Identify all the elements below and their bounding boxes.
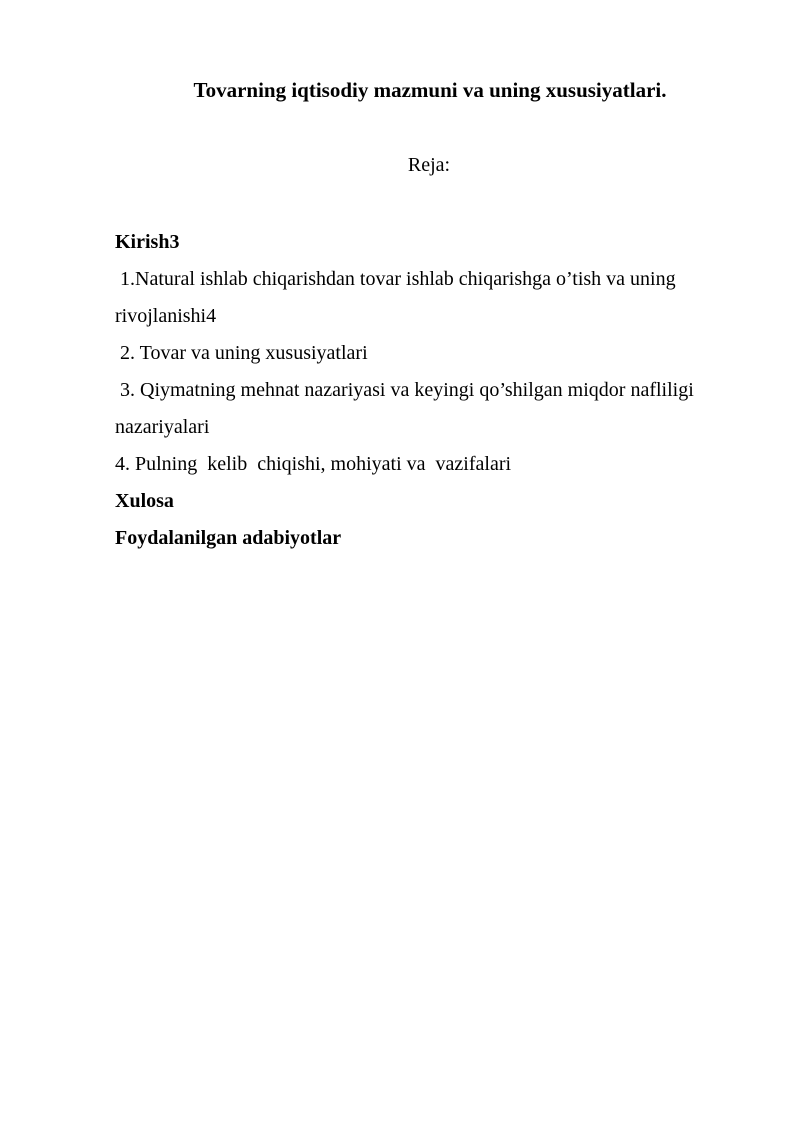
toc-item-section-3: 3. Qiymatning mehnat nazariyasi va keyingi qo’shilgan miqdor nafliligi nazariyalari bbox=[115, 379, 699, 438]
toc-item-section-1: 1.Natural ishlab chiqarishdan tovar ishlab chiqarishga o’tish va uning rivojlanishi4 bbox=[115, 268, 681, 327]
toc-item-conclusion: Xulosa bbox=[115, 490, 174, 512]
table-of-contents bbox=[115, 224, 745, 557]
toc-item-references: Foydalanilgan adabiyotlar bbox=[115, 527, 342, 549]
toc-item-introduction: Kirish3 bbox=[115, 231, 180, 253]
plan-heading: Reja: bbox=[407, 154, 451, 176]
document-title: Tovarning iqtisodiy mazmuni va uning xususiyatlari. bbox=[193, 78, 667, 102]
toc-item-section-4: 4. Pulning kelib chiqishi, mohiyati va vazifalari bbox=[115, 453, 512, 475]
toc-item-section-2: 2. Tovar va uning xususiyatlari bbox=[115, 342, 368, 364]
